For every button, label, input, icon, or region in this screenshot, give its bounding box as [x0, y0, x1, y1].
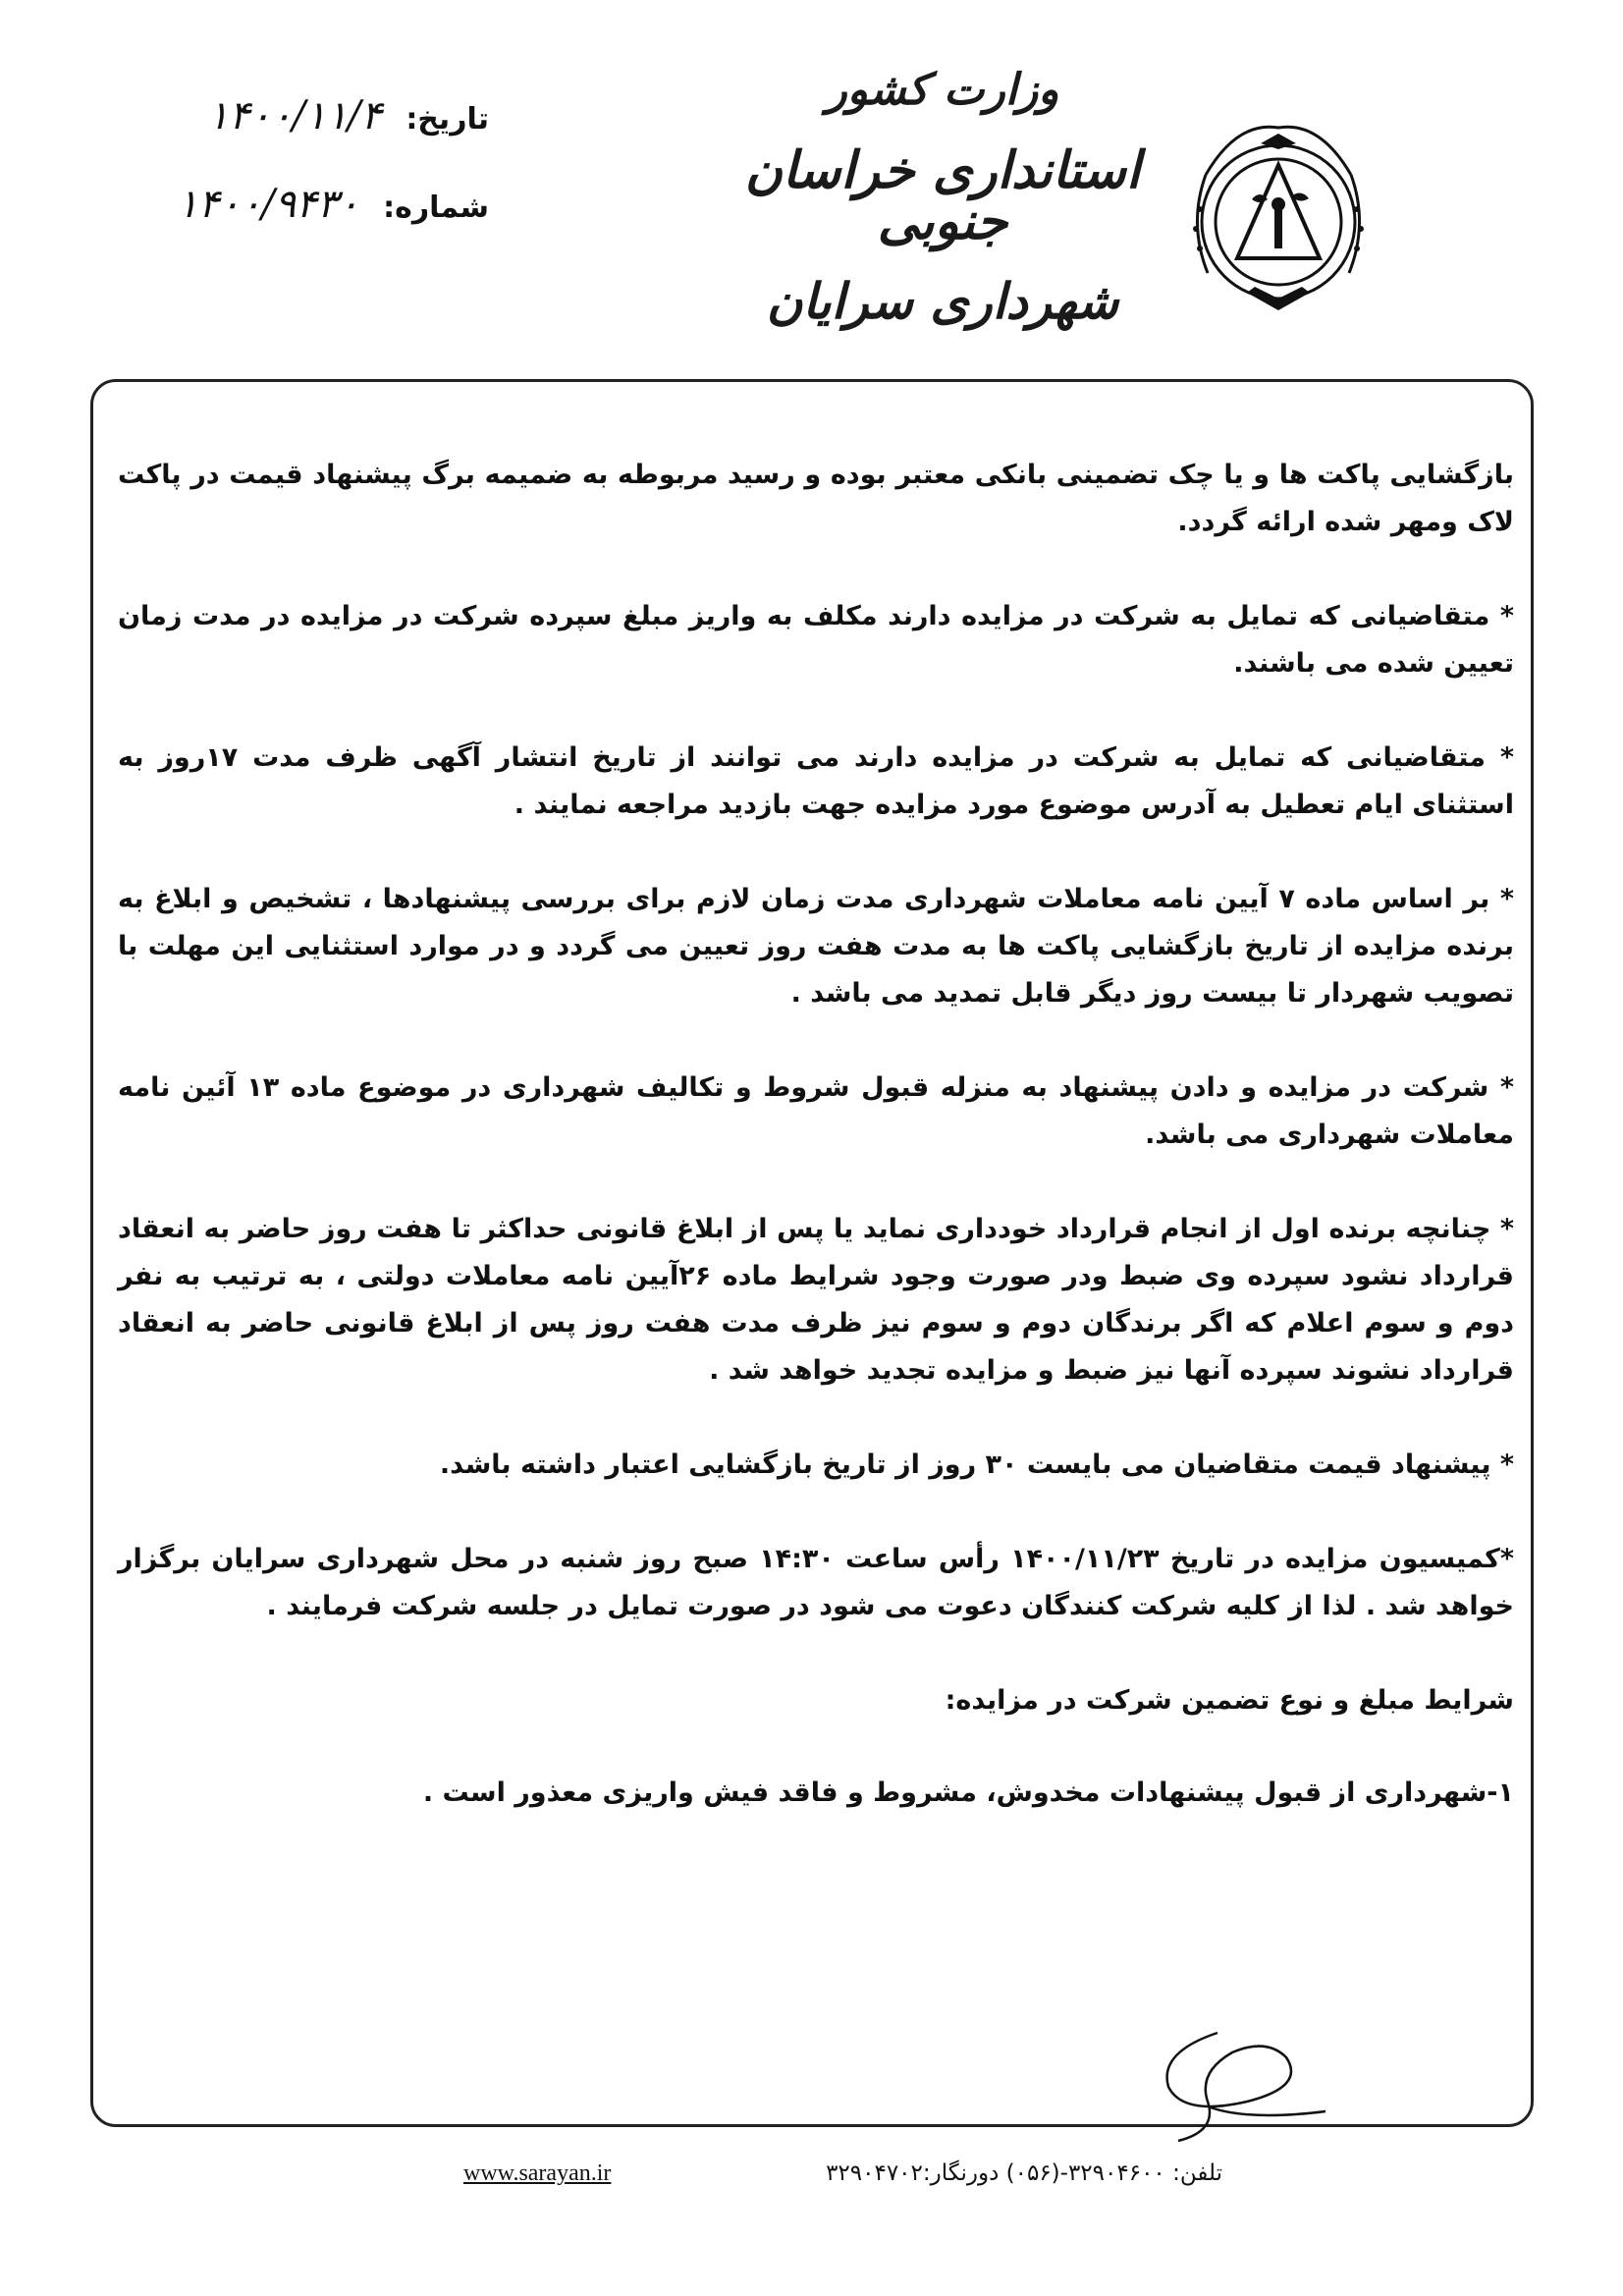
- number-label: شماره:: [383, 191, 489, 225]
- section-heading: شرایط مبلغ و نوع تضمین شرکت در مزایده:: [945, 1685, 1514, 1716]
- body-paragraph: * چنانچه برنده اول از انجام قرارداد خودداری نماید یا پس از ابلاغ قانونی حداکثر تا هفت روز حاضر به انعقاد قرارداد نشود سپرده وی ضبط ودر صورت وجود شرایط ماده ۲۶آیین نامه معاملات دولتی ، به ترتیب به نفر دوم و سوم اعلام که اگر برندگان دوم و سوم نیز ظرف مدت هفت روز پس از ابلاغ قانونی حاضر به انعقاد قرارداد نشوند سپرده آنها نیز ضبط و مزایده تجدید خواهد شد .: [118, 1214, 1514, 1386]
- website-link[interactable]: www.sarayan.ir: [463, 2160, 612, 2186]
- body-paragraph: * بر اساس ماده ۷ آیین نامه معاملات شهرداری مدت زمان لازم برای بررسی پیشنهادها ، تشخیص و ابلاغ به برنده مزایده از تاریخ بازگشایی پاکت ها به مدت هفت روز تعیین می گردد و در موارد استثنایی این مهلت با تصویب شهردار تا بیست روز دیگر قابل تمدید می باشد .: [118, 884, 1514, 1009]
- letterhead: [687, 65, 1198, 330]
- municipality-emblem-icon: [1178, 116, 1380, 327]
- date-label: تاریخ:: [406, 102, 489, 137]
- body-paragraph: * شرکت در مزایده و دادن پیشنهاد به منزله قبول شروط و تکالیف شهرداری در موضوع ماده ۱۳ آئین نامه معاملات شهرداری می باشد.: [118, 1072, 1514, 1150]
- body-paragraph: * پیشنهاد قیمت متقاضیان می بایست ۳۰ روز از تاریخ بازگشایی اعتبار داشته باشد.: [439, 1449, 1514, 1480]
- letter-body: [118, 452, 1514, 1864]
- contact-info: تلفن: ۳۲۹۰۴۶۰۰-(۰۵۶) دورنگار:۳۲۹۰۴۷۰۲: [826, 2160, 1222, 2186]
- letter-date: [208, 93, 489, 138]
- list-item: ۱-شهرداری از قبول پیشنهادات مخدوش، مشروط و فاقد فیش واریزی معذور است .: [422, 1777, 1514, 1808]
- province-governorate: استانداری خراسان جنوبی: [744, 140, 1141, 251]
- date-value: ۱۴۰۰/۱۱/۴: [207, 93, 382, 138]
- municipality-name: شهرداری سرایان: [766, 272, 1119, 330]
- ministry-name: وزارت کشور: [826, 65, 1059, 115]
- signature: [1139, 2013, 1335, 2151]
- body-paragraph: *کمیسیون مزایده در تاریخ ۱۴۰۰/۱۱/۲۳ رأس ساعت ۱۴:۳۰ صبح روز شنبه در محل شهرداری سرایان برگزار خواهد شد . لذا از کلیه شرکت کنندگان دعوت می شود در صورت تمایل در جلسه شرکت فرمایند .: [118, 1544, 1514, 1621]
- body-paragraph: * متقاضیانی که تمایل به شرکت در مزایده دارند می توانند از تاریخ انتشار آگهی ظرف مدت ۱۷روز به استثنای ایام تعطیل به آدرس موضوع مورد مزایده جهت بازدید مراجعه نمایند .: [118, 742, 1514, 820]
- number-value: ۱۴۰۰/۹۴۳۰: [177, 182, 359, 227]
- body-paragraph: بازگشایی پاکت ها و یا چک تضمینی بانکی معتبر بوده و رسید مربوطه به ضمیمه برگ پیشنهاد قیمت در پاکت لاک ومهر شده ارائه گردد.: [118, 460, 1514, 537]
- letter-number: [177, 182, 489, 227]
- body-paragraph: * متقاضیانی که تمایل به شرکت در مزایده دارند مکلف به واریز مبلغ سپرده شرکت در مزایده در مدت زمان تعیین شده می باشند.: [118, 601, 1514, 679]
- footer: [0, 2160, 1623, 2200]
